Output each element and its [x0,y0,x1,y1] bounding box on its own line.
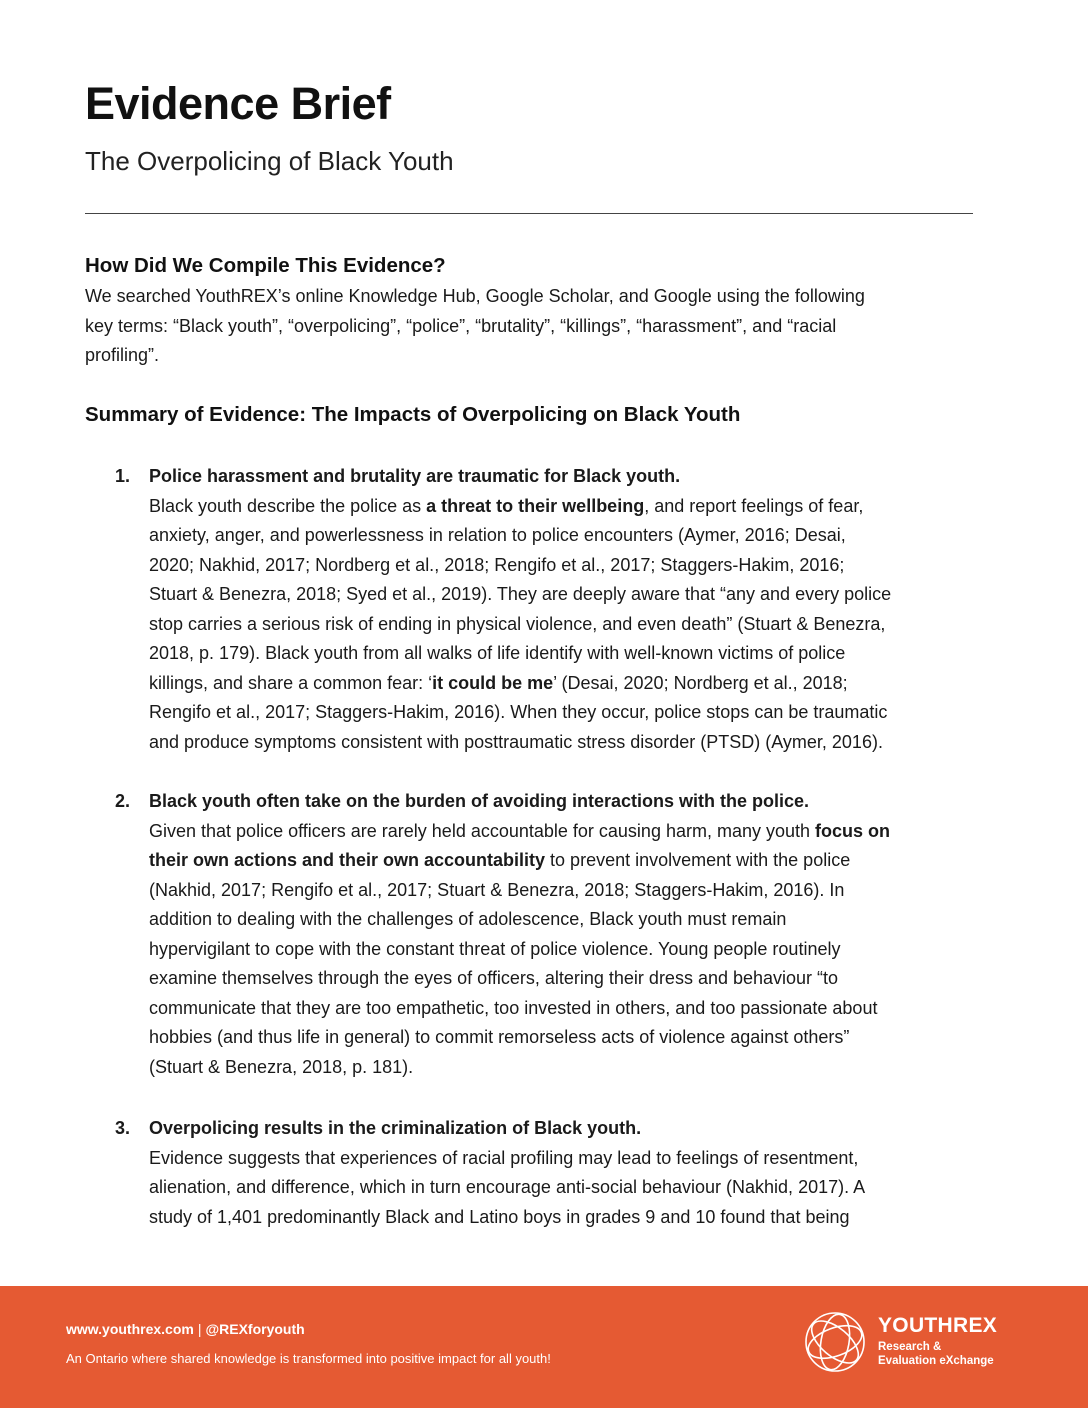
text-run: to prevent involvement with the police [545,850,851,870]
text-run: , and report feelings of fear, [644,495,864,516]
text-run: killings, and share a common fear: ‘ [149,672,433,693]
item-line: 2018, p. 179). Black youth from all walks of life identify with well-known victims of police [149,643,846,663]
item-line: anxiety, anger, and powerlessness in relation to police encounters (Aymer, 2016; Desai, [149,525,846,545]
item-line: hobbies (and thus life in general) to commit remorseless acts of violence against others” [149,1027,850,1047]
summary-heading: Summary of Evidence: The Impacts of Overpolicing on Black Youth [85,403,741,426]
compile-line-1: We searched YouthREX’s online Knowledge Hub, Google Scholar, and Google using the following [85,286,865,306]
item-heading: Overpolicing results in the criminalization of Black youth. [149,1118,642,1138]
compile-heading: How Did We Compile This Evidence? [85,254,446,277]
item-line: hypervigilant to cope with the constant threat of police violence. Young people routinely [149,938,841,959]
item-line: addition to dealing with the challenges of adolescence, Black youth must remain [149,909,787,929]
item-line: 2020; Nakhid, 2017; Nordberg et al., 2018; Rengifo et al., 2017; Staggers-Hakim, 2016; [149,554,845,575]
item-body [149,817,1009,1083]
compile-line-2: key terms: “Black youth”, “overpolicing”, “police”, “brutality”, “killings”, “harassment”, and “racial [85,315,837,336]
logo-subtitle [878,1340,1038,1368]
footer-bar [0,1286,1088,1408]
page-title: Evidence Brief [85,78,391,129]
item-line: examine themselves through the eyes of officers, altering their dress and behaviour “to [149,968,839,988]
item-body [149,1144,1009,1233]
item-line: Stuart & Benezra, 2018; Syed et al., 2019). They are deeply aware that “any and every police [149,584,892,604]
item-line: stop carries a serious risk of ending in physical violence, and even death” (Stuart & Benezra, [149,613,886,634]
youthrex-logo-icon [800,1307,870,1377]
item-line: study of 1,401 predominantly Black and Latino boys in grades 9 and 10 found that being [149,1206,850,1227]
logo-subtitle-line-1: Research & [878,1341,942,1353]
footer-separator: | [197,1321,202,1337]
item-line [149,846,1009,876]
compile-paragraph [85,282,985,371]
item-number: 2. [115,791,131,811]
footer-tagline: An Ontario where shared knowledge is transformed into positive impact for all youth! [66,1351,551,1366]
item-heading: Police harassment and brutality are traumatic for Black youth. [149,466,681,486]
item-number: 3. [115,1118,131,1138]
website-link[interactable]: www.youthrex.com [66,1321,194,1337]
emphasis-text: focus on [815,820,891,841]
item-line: (Stuart & Benezra, 2018, p. 181). [149,1056,414,1077]
title-divider [85,213,973,214]
emphasis-text: a threat to their wellbeing [426,495,645,516]
item-line [149,817,1009,847]
item-number: 1. [115,466,131,486]
emphasis-text: it could be me [432,672,554,693]
item-line: (Nakhid, 2017; Rengifo et al., 2017; Stuart & Benezra, 2018; Staggers-Hakim, 2016). In [149,879,845,900]
logo-wordmark: YOUTHREX [878,1314,998,1337]
item-line: Evidence suggests that experiences of racial profiling may lead to feelings of resentment, [149,1147,859,1168]
logo-subtitle-line-2: Evaluation eXchange [878,1355,994,1367]
item-line [149,669,1009,699]
item-line: and produce symptoms consistent with posttraumatic stress disorder (PTSD) (Aymer, 2016). [149,731,883,752]
text-run: Given that police officers are rarely held accountable for causing harm, many youth [149,820,816,841]
item-line [149,492,1009,522]
text-run: ’ (Desai, 2020; Nordberg et al., 2018; [553,672,848,693]
item-body [149,492,1009,758]
social-handle-link[interactable]: @REXforyouth [205,1321,305,1337]
item-heading: Black youth often take on the burden of avoiding interactions with the police. [149,791,810,811]
emphasis-text: their own actions and their own accountability [149,850,546,870]
item-line: alienation, and difference, which in turn encourage anti-social behaviour (Nakhid, 2017). A [149,1177,866,1197]
item-line: Rengifo et al., 2017; Staggers-Hakim, 2016). When they occur, police stops can be traumatic [149,702,888,722]
text-run: Black youth describe the police as [149,495,427,516]
compile-line-3: profiling”. [85,345,160,365]
item-line: communicate that they are too empathetic, too invested in others, and too passionate about [149,997,878,1018]
footer-links [66,1321,305,1337]
page-subtitle: The Overpolicing of Black Youth [85,146,454,176]
